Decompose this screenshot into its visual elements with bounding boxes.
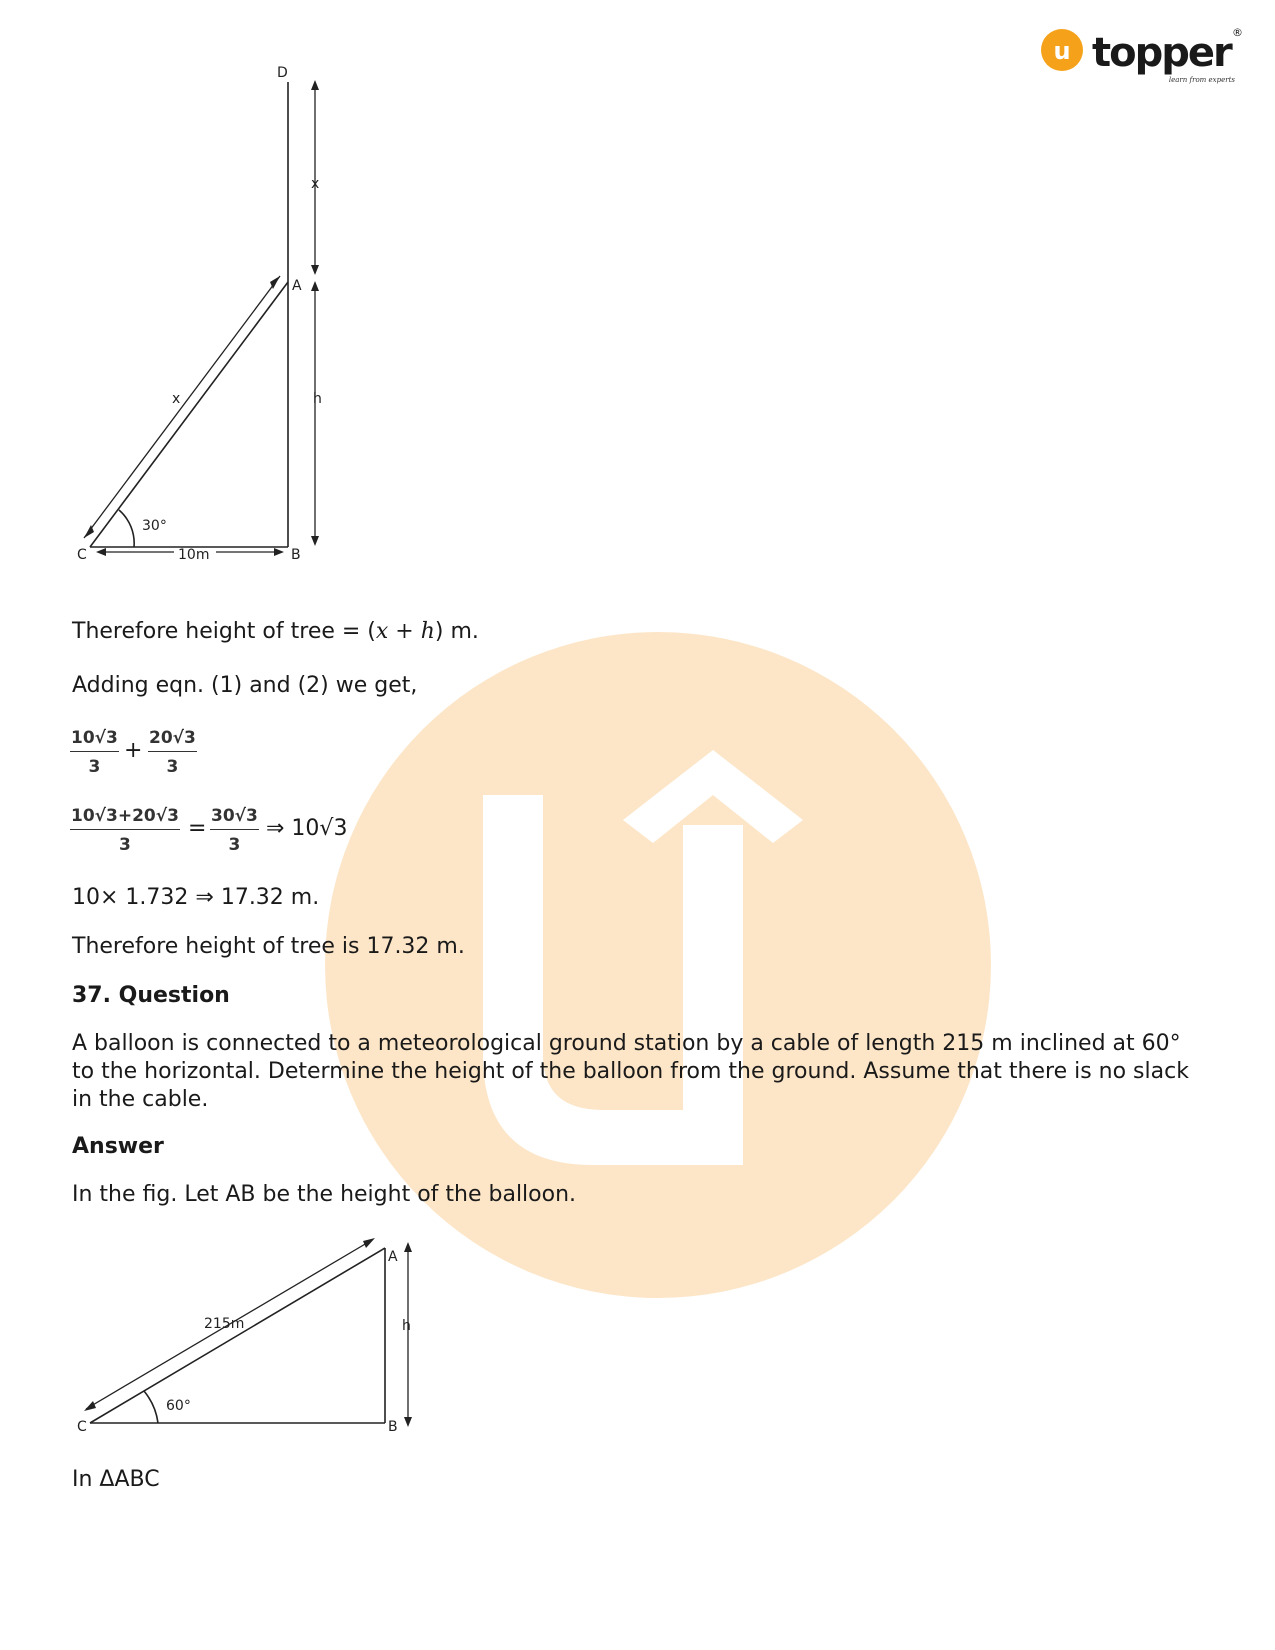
fraction-3	[70, 806, 180, 855]
label-angle-30: 30°	[142, 518, 167, 534]
label-10m: 10m	[178, 547, 210, 563]
label-a-2: A	[388, 1249, 398, 1265]
question-body: A balloon is connected to a meteorological ground station by a cable of length 215 m inclined at 60° to the horizontal. Determine the height of the balloon from the ground. Assume that there is no slack in the cable.	[72, 1031, 1189, 1112]
height-prefix: Therefore height of tree = (	[72, 619, 376, 644]
label-b-2: B	[388, 1419, 398, 1435]
label-d: D	[277, 65, 288, 81]
label-h: h	[313, 391, 322, 407]
label-x-top: x	[311, 176, 320, 192]
label-c: C	[77, 547, 87, 563]
fraction-1	[70, 728, 119, 777]
label-x-slant: x	[172, 391, 181, 407]
label-angle-60: 60°	[166, 1398, 191, 1414]
cable-line	[90, 1248, 385, 1423]
fraction-1-numerator: 10√3	[70, 728, 119, 752]
logo-tagline: learn from experts	[1168, 76, 1235, 84]
fraction-4	[210, 806, 259, 855]
plus-sign: +	[124, 738, 143, 763]
fraction-4-denominator: 3	[228, 835, 241, 855]
multiply-line: 10× 1.732 ⇒ 17.32 m.	[72, 885, 320, 910]
angle-arc	[119, 510, 134, 547]
question-heading: 37. Question	[72, 983, 230, 1008]
height-math: x + h	[375, 619, 435, 644]
height-suffix: ) m.	[434, 619, 479, 644]
label-b: B	[291, 547, 301, 563]
topper-logo	[1040, 24, 1243, 86]
answer-intro: In the fig. Let AB be the height of the balloon.	[72, 1182, 577, 1207]
answer-heading: Answer	[72, 1134, 164, 1159]
label-c-2: C	[77, 1419, 87, 1435]
equals-sign: =	[188, 816, 207, 841]
fraction-2-numerator: 20√3	[148, 728, 197, 752]
logo-brand: topper	[1092, 30, 1231, 76]
fraction-2	[148, 728, 197, 777]
height-of-tree-line	[72, 618, 479, 646]
fraction-3-denominator: 3	[119, 835, 131, 855]
fraction-3-numerator: 10√3+20√3	[70, 806, 180, 830]
logo-letter: u	[1053, 37, 1071, 65]
fraction-2-denominator: 3	[166, 757, 179, 777]
hypotenuse-line	[90, 282, 288, 547]
triangle-abc-line: In ΔABC	[72, 1467, 160, 1492]
angle-arc-2	[144, 1391, 158, 1423]
fraction-4-numerator: 30√3	[210, 806, 259, 830]
fraction-1-denominator: 3	[88, 757, 101, 777]
label-h-2: h	[402, 1318, 411, 1334]
logo-registered: ®	[1232, 26, 1243, 39]
label-215m: 215m	[204, 1316, 245, 1332]
slant-x-arrow	[84, 276, 280, 538]
label-a: A	[292, 278, 302, 294]
figure-balloon-diagram	[70, 1228, 420, 1438]
result-expression: ⇒ 10√3	[266, 816, 348, 841]
adding-equations-text: Adding eqn. (1) and (2) we get,	[72, 673, 418, 698]
figure-tree-diagram	[70, 60, 320, 590]
conclusion-line: Therefore height of tree is 17.32 m.	[72, 934, 465, 959]
